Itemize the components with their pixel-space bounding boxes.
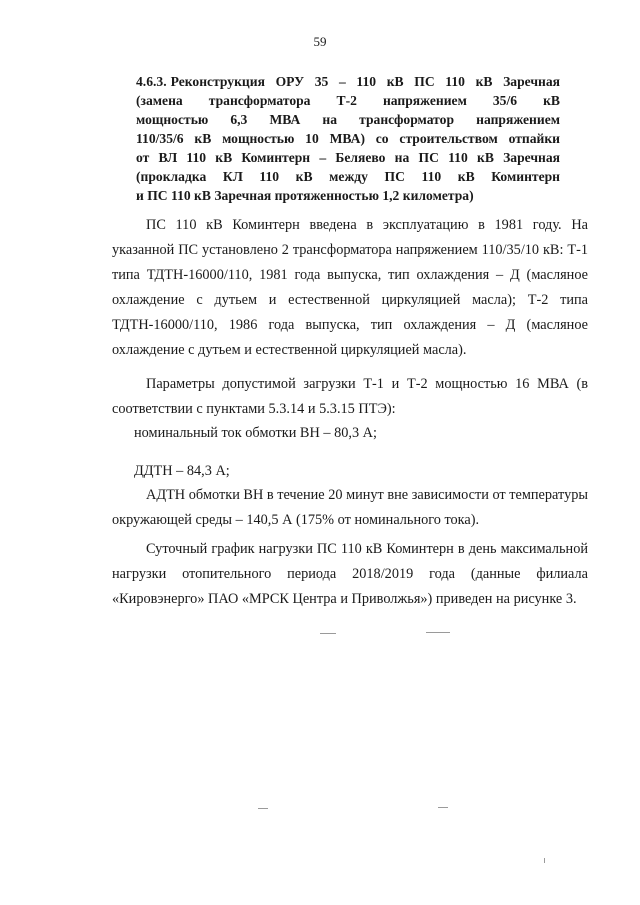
paragraph-text: ПС 110 кВ Коминтерн введена в эксплуатацию в 1981 году. На указанной ПС установлено 2 трансформатора напряжением 110/35/10 кВ: Т-1 типа ТДТН-16000/110, 1981 года выпуска, тип охлаждения – Д (масляное охлаждение с дутьем и естественной циркуляцией масла); Т-2 типа ТДТН-16000/110, 1986 года выпуска, тип охлаждения – Д (масляное охлаждение с дутьем и естественной циркуляцией масла).	[112, 217, 588, 358]
paragraph-ddtn	[112, 459, 588, 484]
heading-line-1-text: Реконструкция ОРУ 35 – 110 кВ ПС 110 кВ Заречная	[170, 74, 560, 89]
paragraph-load-parameters	[112, 372, 588, 422]
heading-line-3: мощностью 6,3 МВА на трансформатор напряжением	[136, 112, 560, 127]
paragraph-adtn	[112, 483, 588, 533]
paragraph-rated-current	[112, 421, 588, 446]
paragraph-text: ДДТН – 84,3 А;	[134, 463, 230, 479]
paragraph-daily-schedule	[112, 537, 588, 612]
paragraph-text: Суточный график нагрузки ПС 110 кВ Коминтерн в день максимальной нагрузки отопительного периода 2018/2019 года (данные филиала «Кировэнерго» ПАО «МРСК Центра и Приволжья») приведен на рисунке 3.	[112, 541, 588, 607]
paragraph-text: Параметры допустимой загрузки Т-1 и Т-2 мощностью 16 МВА (в соответствии с пунктами 5.3.14 и 5.3.15 ПТЭ):	[112, 376, 588, 417]
scan-artifact	[426, 632, 450, 633]
section-heading	[136, 72, 560, 205]
paragraph-substation-description	[112, 213, 588, 363]
heading-line-4: 110/35/6 кВ мощностью 10 МВА) со строительством отпайки	[136, 131, 560, 146]
scan-artifact	[258, 808, 268, 809]
heading-line-1	[136, 72, 560, 91]
paragraph-text: номинальный ток обмотки ВН – 80,3 А;	[134, 425, 377, 441]
heading-line-7: и ПС 110 кВ Заречная протяженностью 1,2 километра)	[136, 188, 474, 203]
heading-line-2: (замена трансформатора Т-2 напряжением 35/6 кВ	[136, 93, 560, 108]
scan-artifact	[320, 633, 336, 634]
heading-line-6: (прокладка КЛ 110 кВ между ПС 110 кВ Коминтерн	[136, 169, 560, 184]
heading-line-5: от ВЛ 110 кВ Коминтерн – Беляево на ПС 110 кВ Заречная	[136, 150, 560, 165]
paragraph-text: АДТН обмотки ВН в течение 20 минут вне зависимости от температуры окружающей среды – 140,5 А (175% от номинального тока).	[112, 487, 588, 528]
scan-artifact	[544, 858, 545, 863]
page-number: 59	[313, 34, 327, 49]
heading-number: 4.6.3.	[136, 74, 167, 89]
scan-artifact	[438, 807, 448, 808]
